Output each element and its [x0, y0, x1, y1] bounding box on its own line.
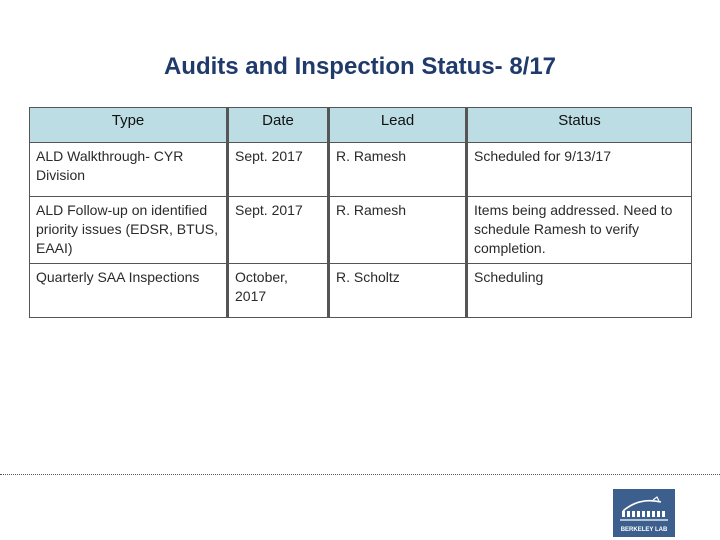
cell-type: ALD Walkthrough- CYR Division: [30, 143, 228, 197]
cell-lead: R. Ramesh: [329, 143, 467, 197]
cell-lead: R. Scholtz: [329, 264, 467, 318]
table-row: [30, 143, 692, 197]
berkeley-lab-logo-icon: [613, 489, 675, 537]
cell-status: Items being addressed. Need to schedule Ramesh to verify completion.: [467, 197, 692, 264]
header-type: Type: [30, 108, 228, 143]
header-lead: Lead: [329, 108, 467, 143]
cell-status: Scheduled for 9/13/17: [467, 143, 692, 197]
table-row: [30, 264, 692, 318]
status-table: [29, 107, 692, 318]
cell-type: ALD Follow-up on identified priority issues (EDSR, BTUS, EAAI): [30, 197, 228, 264]
header-status: Status: [467, 108, 692, 143]
cell-type: Quarterly SAA Inspections: [30, 264, 228, 318]
page-title: Audits and Inspection Status- 8/17: [163, 53, 557, 80]
header-row: [30, 108, 692, 143]
footer-divider: [0, 474, 720, 475]
cell-status: Scheduling: [467, 264, 692, 318]
cell-date: Sept. 2017: [228, 143, 329, 197]
header-date: Date: [228, 108, 329, 143]
cell-lead: R. Ramesh: [329, 197, 467, 264]
cell-date: Sept. 2017: [228, 197, 329, 264]
cell-date: October, 2017: [228, 264, 329, 318]
table-row: [30, 197, 692, 264]
berkeley-lab-logo: [613, 489, 675, 537]
logo-text: BERKELEY LAB: [620, 527, 668, 533]
